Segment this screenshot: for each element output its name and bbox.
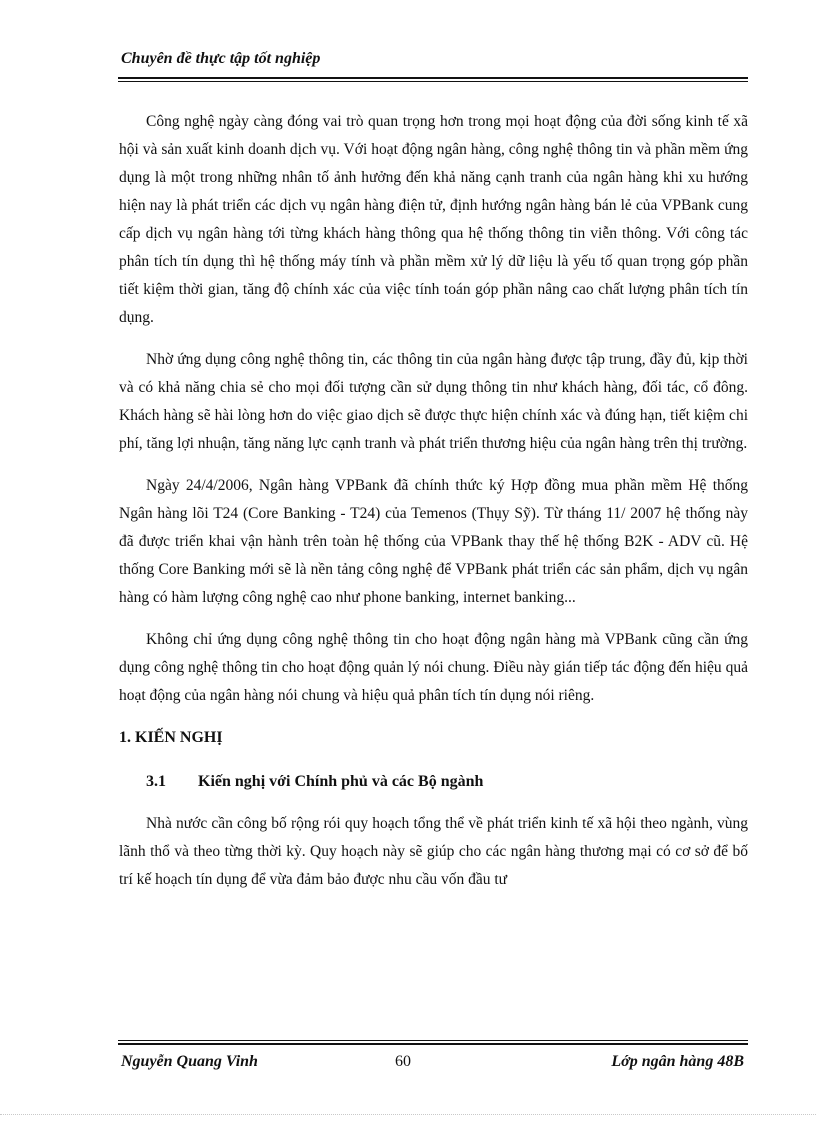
footer-rule-thin [118,1040,748,1041]
header-rule [118,77,748,79]
subsection-number: 3.1 [146,773,166,790]
footer-class-name: Lớp ngân hàng 48B [611,1053,744,1070]
paragraph: Nhờ ứng dụng công nghệ thông tin, các thông tin của ngân hàng được tập trung, đầy đủ, kịp thời và có khả năng chia sẻ cho mọi đối tượng cần sử dụng thông tin như khách hàng, đối tác, cổ đông. Khách hàng sẽ hài lòng hơn do việc giao dịch sẽ được thực hiện chính xác và đúng hạn, tiết kiệm chi phí, tăng lợi nhuận, tăng năng lực cạnh tranh và phát triển thương hiệu của ngân hàng trên thị trường. [119,351,748,452]
paragraph: Ngày 24/4/2006, Ngân hàng VPBank đã chính thức ký Hợp đồng mua phần mềm Hệ thống Ngân hàng lõi T24 (Core Banking - T24) của Temenos (Thụy Sỹ). Từ tháng 11/ 2007 hệ thống này đã được triển khai vận hành trên toàn hệ thống của VPBank thay thế hệ thống B2K - ADV cũ. Hệ thống Core Banking mới sẽ là nền tảng công nghệ để VPBank phát triển các sản phẩm, dịch vụ ngân hàng có hàm lượng công nghệ cao như phone banking, internet banking... [119,477,748,606]
paragraph: Không chỉ ứng dụng công nghệ thông tin cho hoạt động ngân hàng mà VPBank cũng cần ứng dụng công nghệ thông tin cho hoạt động quản lý nói chung. Điều này gián tiếp tác động đến hiệu quả hoạt động của ngân hàng nói chung và hiệu quả phân tích tín dụng nói riêng. [119,631,748,704]
section-heading [119,724,748,752]
page-number: 60 [395,1053,411,1070]
section-number: 1. [119,729,131,746]
document-body [119,108,748,908]
paragraph: Công nghệ ngày càng đóng vai trò quan trọng hơn trong mọi hoạt động của đời sống kinh tế xã hội và sản xuất kinh doanh dịch vụ. Với hoạt động ngân hàng, công nghệ thông tin và phần mềm ứng dụng là một trong những nhân tố ảnh hưởng đến khả năng cạnh tranh của ngân hàng khi xu hướng hiện nay là phát triển các dịch vụ ngân hàng điện tử, định hướng ngân hàng bán lẻ của VPBank cung cấp dịch vụ ngân hàng tới từng khách hàng thông qua hệ thống thông tin viễn thông. Với công tác phân tích tín dụng thì hệ thống máy tính và phần mềm xử lý dữ liệu là yếu tố quan trọng góp phần tiết kiệm thời gian, tăng độ chính xác của việc tính toán góp phần nâng cao chất lượng phân tích tín dụng. [119,113,748,326]
header-rule-thin [118,81,748,82]
page-header-title: Chuyên đề thực tập tốt nghiệp [121,50,321,67]
subsection-heading [146,768,748,796]
paragraph: Nhà nước cần công bố rộng rói quy hoạch tổng thể về phát triển kinh tế xã hội theo ngành, vùng lãnh thổ và theo từng thời kỳ. Quy hoạch này sẽ giúp cho các ngân hàng thương mại có cơ sở để bố trí kế hoạch tín dụng để vừa đảm bảo được nhu cầu vốn đầu tư [119,815,748,888]
footer-rule [118,1043,748,1045]
footer-author: Nguyễn Quang Vinh [121,1053,258,1070]
subsection-title: Kiến nghị với Chính phủ và các Bộ ngành [198,773,484,790]
page-edge-divider [0,1114,816,1115]
section-title: KIẾN NGHỊ [135,729,223,746]
